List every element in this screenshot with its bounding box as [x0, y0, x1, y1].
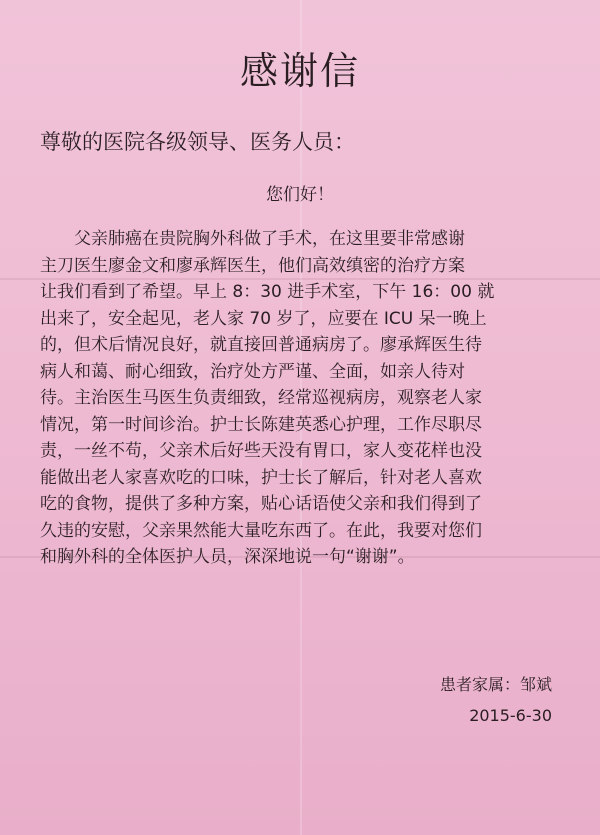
- letter-greeting: 您们好！: [266, 185, 334, 205]
- body-line: 出来了，安全起见，老人家 70 岁了，应要在 ICU 呆一晚上: [40, 308, 487, 329]
- body-line: 父亲肺癌在贵院胸外科做了手术，在这里要非常感谢: [74, 229, 465, 249]
- body-line: 让我们看到了希望。早上 8：30 进手术室，下午 16：00 就: [40, 282, 495, 302]
- body-line: 主刀医生廖金文和廖承辉医生，他们高效缜密的治疗方案: [40, 255, 465, 276]
- body-line: 的，但术后情况良好，就直接回普通病房了。廖承辉医生待: [40, 335, 482, 355]
- body-line: 久违的安慰，父亲果然能大量吃东西了。在此，我要对您们: [40, 520, 482, 541]
- letter-body: [40, 226, 565, 571]
- body-line: 待。主治医生马医生负责细致，经常巡视病房，观察老人家: [40, 388, 482, 408]
- letter-title: 感谢信: [239, 49, 360, 93]
- letter-signer: 患者家属：邹斌: [439, 675, 552, 694]
- body-line: 能做出老人家喜欢吃的口味，护士长了解后，针对老人喜欢: [40, 467, 482, 488]
- letter-salutation: 尊敬的医院各级领导、医务人员：: [40, 130, 355, 154]
- body-line: 病人和蔼、耐心细致，治疗处方严谨、全面，如亲人待对: [40, 361, 465, 382]
- body-line: 和胸外科的全体医护人员，深深地说一句“谢谢”。: [40, 547, 415, 567]
- letter-date: 2015-6-30: [469, 706, 552, 725]
- body-line: 责，一丝不苟，父亲术后好些天没有胃口，家人变花样也没: [40, 441, 482, 461]
- body-line: 情况，第一时间诊治。护士长陈建英悉心护理，工作尽职尽: [40, 414, 482, 435]
- body-line: 吃的食物，提供了多种方案，贴心话语使父亲和我们得到了: [40, 494, 482, 514]
